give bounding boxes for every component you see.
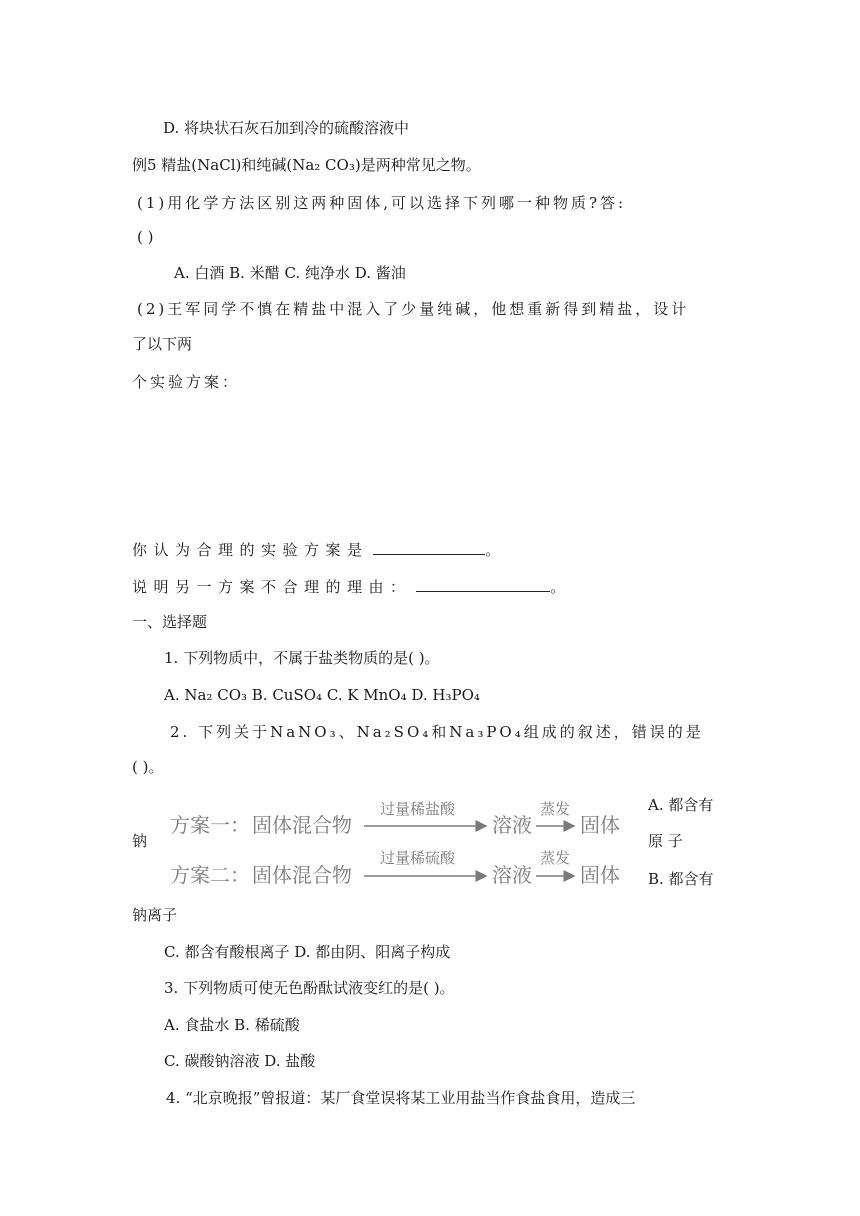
example-5-title: 例5 精盐(NaCl)和纯碱(Na₂ CO₃)是两种常见之物。 [132, 156, 481, 174]
plan-1-mid: 溶液 [492, 813, 532, 837]
plan-2-reagent: 过量稀硫酸 [380, 849, 456, 867]
reasonable-plan-line [132, 540, 500, 560]
question-2-text: (2)王军同学不慎在精盐中混入了少量纯碱，他想重新得到精盐，设计 [137, 300, 690, 318]
question-2-text-cont: 了以下两 [132, 335, 193, 353]
explain-line [132, 577, 565, 597]
choice-question-2: 2. 下列关于NaNO₃、Na₂SO₄和Na₃PO₄组成的叙述，错误的是 [170, 723, 704, 741]
plan-1-start: 固体混合物 [252, 813, 352, 837]
question-1-answer-paren: ( ) [137, 228, 154, 246]
explain-label: 说明另一方案不合理的理由： [132, 578, 412, 596]
plan-1-label: 方案一： [170, 813, 250, 837]
question-2-text-end: 个实验方案： [132, 373, 241, 391]
choice-question-3-options-cd: C. 碳酸钠溶液 D. 盐酸 [164, 1052, 316, 1070]
choice-question-2-option-a-cont: 原 子 [648, 832, 683, 850]
plan-2-mid: 溶液 [492, 863, 532, 887]
line-option-d: D. 将块状石灰石加到冷的硫酸溶液中 [163, 119, 410, 137]
plan-1-step: 蒸发 [540, 800, 571, 818]
choice-question-1: 1. 下列物质中，不属于盐类物质的是( )。 [164, 649, 440, 667]
choice-question-2-option-b: B. 都含有 [648, 870, 714, 888]
choice-question-2-na-left: 钠 [132, 832, 148, 850]
plan-2-start: 固体混合物 [252, 863, 352, 887]
section-heading: 一、选择题 [132, 613, 208, 631]
reasonable-plan-label: 你认为合理的实验方案是 [132, 541, 369, 559]
plan-1-reagent: 过量稀盐酸 [380, 800, 456, 818]
experiment-plans-diagram [170, 800, 630, 900]
plan-2-end: 固体 [580, 863, 620, 887]
explain-blank[interactable] [416, 577, 550, 592]
plan-2-row [170, 849, 620, 887]
reasonable-plan-blank[interactable] [373, 540, 485, 555]
choice-question-2-option-b-cont: 钠离子 [132, 906, 178, 924]
question-1-options: A. 白酒 B. 米醋 C. 纯净水 D. 酱油 [174, 264, 406, 282]
plan-1-row [170, 800, 620, 837]
plan-2-step: 蒸发 [540, 849, 571, 867]
period: 。 [550, 578, 566, 596]
choice-question-2-paren: ( )。 [132, 758, 164, 776]
plan-1-end: 固体 [580, 813, 620, 837]
choice-question-2-options-cd: C. 都含有酸根离子 D. 都由阴、阳离子构成 [164, 943, 451, 961]
choice-question-2-option-a: A. 都含有 [648, 796, 714, 814]
plan-2-label: 方案二： [170, 863, 250, 887]
period: 。 [485, 541, 501, 559]
choice-question-3-options-ab: A. 食盐水 B. 稀硫酸 [164, 1016, 300, 1034]
question-1-text: (1)用化学方法区别这两种固体,可以选择下列哪一种物质?答: [137, 194, 627, 212]
choice-question-1-options: A. Na₂ CO₃ B. CuSO₄ C. K MnO₄ D. H₃PO₄ [164, 686, 480, 704]
choice-question-3: 3. 下列物质可使无色酚酞试液变红的是( )。 [164, 979, 455, 997]
choice-question-4: 4. “北京晚报”曾报道：某厂食堂误将某工业用盐当作食盐食用，造成三 [166, 1089, 636, 1107]
